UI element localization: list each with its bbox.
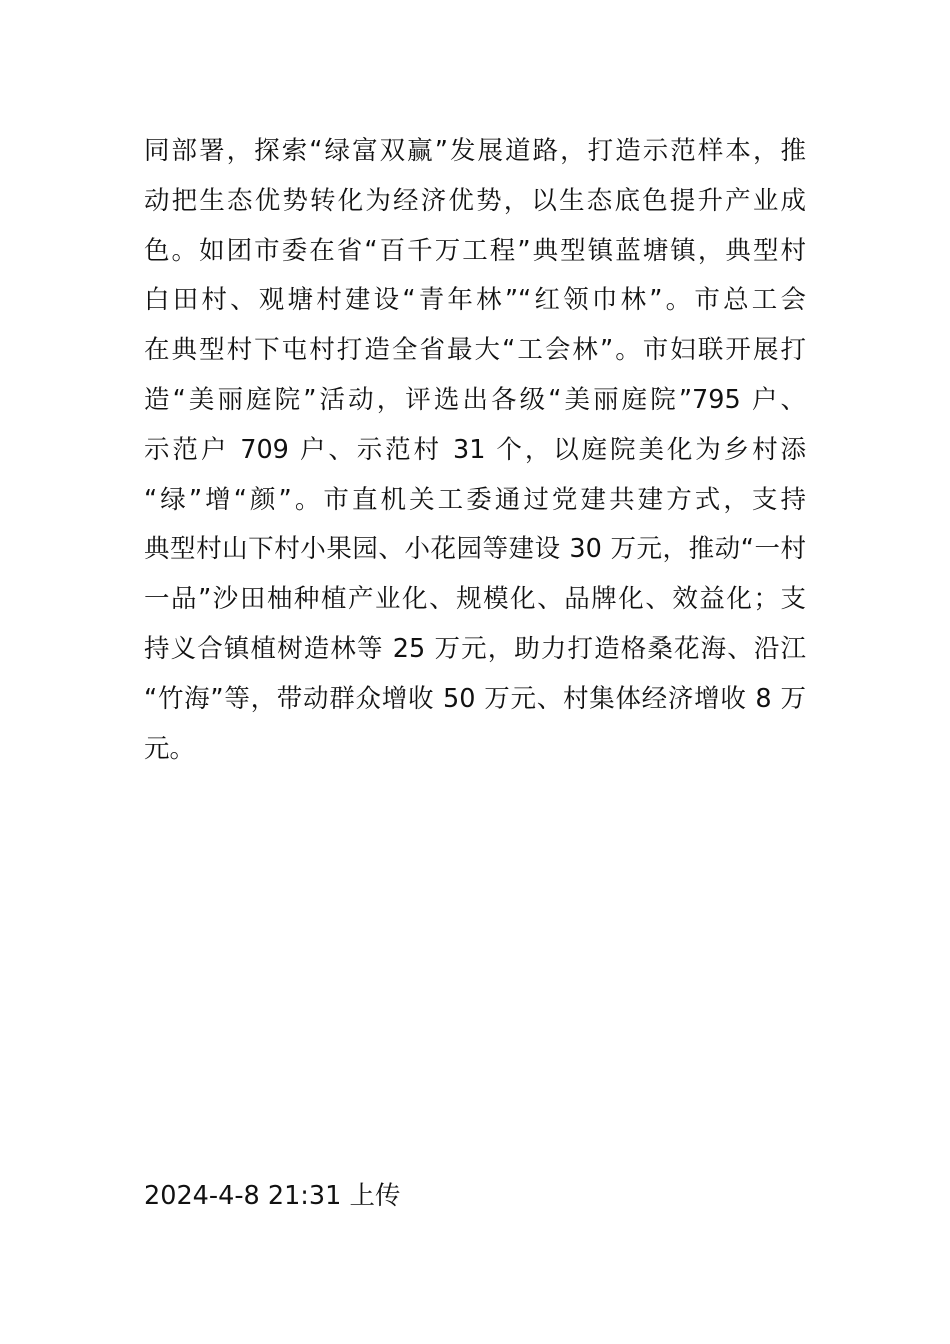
text-line: “竹海”等，带动群众增收 50 万元、村集体经济增收 8 万	[144, 683, 806, 714]
text-line: “绿”增“颜”。市直机关工委通过党建共建方式，支持	[144, 484, 806, 515]
text-line: 造“美丽庭院”活动，评选出各级“美丽庭院”795 户、	[144, 384, 806, 415]
upload-timestamp: 2024-4-8 21:31 上传	[144, 1181, 401, 1211]
text-line-last: 元。	[144, 733, 196, 764]
body-paragraph	[144, 127, 806, 774]
text-line: 在典型村下屯村打造全省最大“工会林”。市妇联开展打	[144, 335, 806, 366]
text-line: 一品”沙田柚种植产业化、规模化、品牌化、效益化；支	[144, 584, 806, 615]
text-line: 示范户 709 户、示范村 31 个，以庭院美化为乡村添	[144, 434, 806, 465]
text-line: 动把生态优势转化为经济优势，以生态底色提升产业成	[144, 185, 806, 216]
text-line: 典型村山下村小果园、小花园等建设 30 万元，推动“一村	[144, 534, 806, 565]
text-line: 白田村、观塘村建设“青年林”“红领巾林”。市总工会	[144, 285, 806, 316]
text-line: 持义合镇植树造林等 25 万元，助力打造格桑花海、沿江	[144, 633, 806, 664]
text-line: 色。如团市委在省“百千万工程”典型镇蓝塘镇，典型村	[144, 235, 806, 266]
text-line: 同部署，探索“绿富双赢”发展道路，打造示范样本，推	[144, 136, 806, 166]
